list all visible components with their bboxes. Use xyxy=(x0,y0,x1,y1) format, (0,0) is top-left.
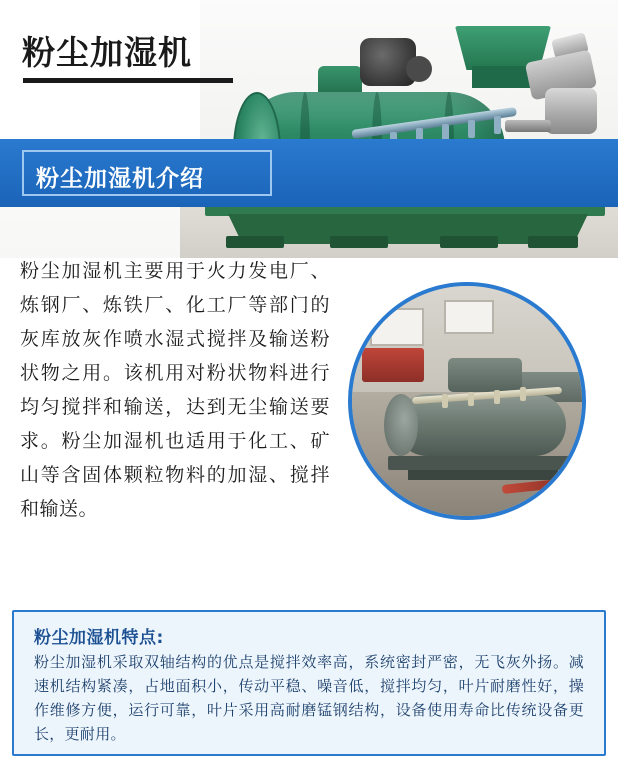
section-body-text: 粉尘加湿机主要用于火力发电厂、炼钢厂、炼铁厂、化工厂等部门的灰库放灰作喷水湿式搅拌及输送粉状物之用。该机用对粉状物料进行均匀搅拌和输送，达到无尘输送要求。粉尘加湿机也适用于化工、矿山等含固体颗粒物料的加湿、搅拌和输送。 xyxy=(20,260,330,520)
feature-panel-title: 粉尘加湿机特点: xyxy=(34,628,164,648)
workshop-machine-motor xyxy=(448,358,522,392)
feature-panel-body: 粉尘加湿机采取双轴结构的优点是搅拌效率高，系统密封严密，无飞灰外扬。减速机结构紧凑，占地面积小，传动平稳、噪音低，搅拌均匀，叶片耐磨性好，操作维修方便，运行可靠，叶片采用高耐磨锰钢结构，设备使用寿命比传统设备更长，更耐用。 xyxy=(34,653,584,743)
page-title-underline xyxy=(23,78,233,83)
workshop-window xyxy=(444,300,494,334)
machine-drive-shaft xyxy=(505,120,551,132)
workshop-machine-base xyxy=(388,456,578,470)
workshop-spray-nozzle xyxy=(494,390,500,404)
machine-support-foot xyxy=(528,236,578,248)
workshop-spray-nozzle xyxy=(468,392,474,406)
workshop-photo-circle xyxy=(348,282,586,520)
page-title: 粉尘加湿机 xyxy=(22,33,192,72)
workshop-window xyxy=(370,308,424,346)
section-heading-label: 粉尘加湿机介绍 xyxy=(36,166,204,192)
machine-reducer-pulley xyxy=(406,56,432,82)
machine-support-foot xyxy=(440,236,498,248)
workshop-machine-base-lower xyxy=(408,470,558,480)
workshop-spray-nozzle xyxy=(520,387,526,401)
machine-spray-nozzle xyxy=(468,120,475,138)
workshop-spray-nozzle xyxy=(442,394,448,408)
workshop-red-equipment xyxy=(362,348,424,382)
machine-support-foot xyxy=(226,236,284,248)
machine-drive-motor xyxy=(545,88,597,134)
machine-support-foot xyxy=(330,236,388,248)
machine-inlet-neck xyxy=(472,66,532,88)
machine-spray-nozzle xyxy=(494,116,501,134)
